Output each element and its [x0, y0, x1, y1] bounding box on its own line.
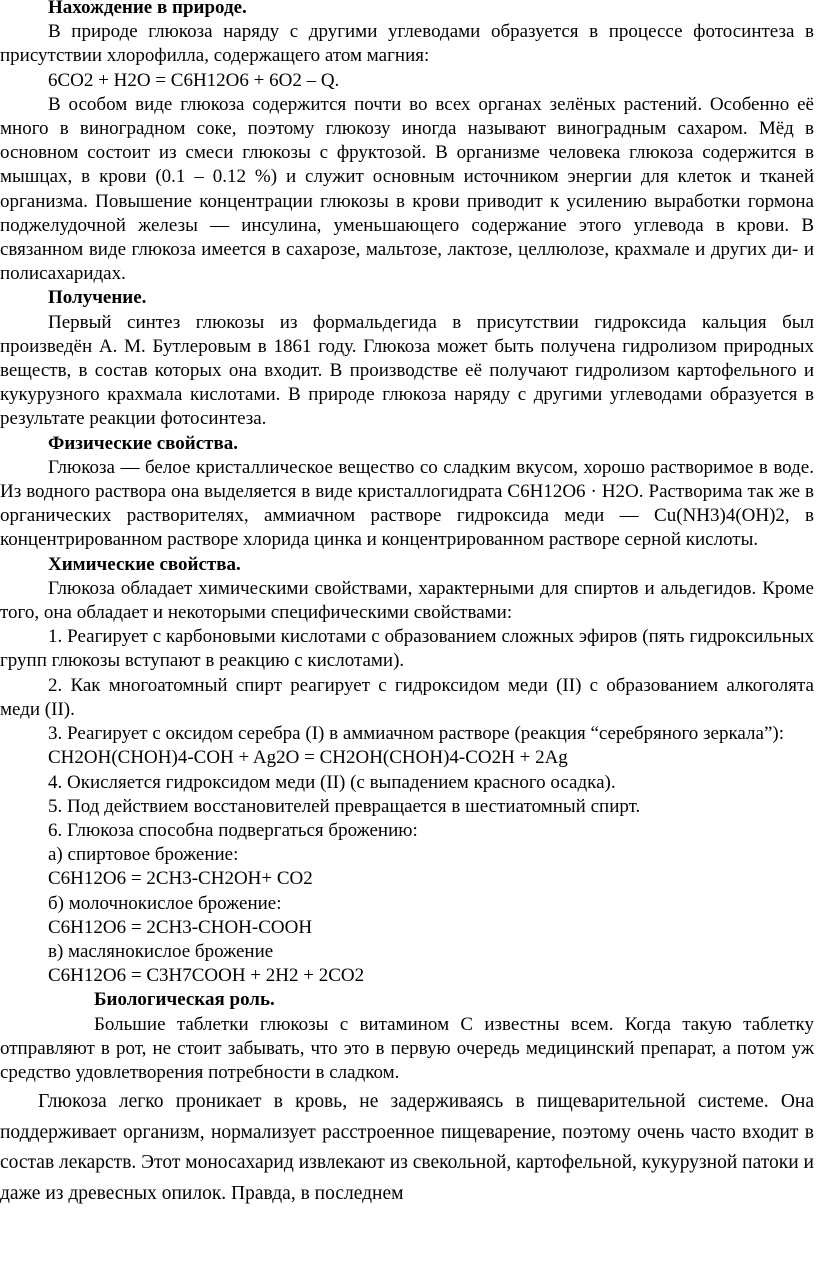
fermentation-type-butyric: в) маслянокислое брожение	[48, 940, 274, 962]
list-item-chemical-4: 4. Окисляется гидроксидом меди (II) (с выпадением красного осадка).	[48, 771, 616, 793]
list-item-chemical-1: 1. Реагирует с карбоновыми кислотами с образованием сложных эфиров (пять гидроксильных групп глюкозы вступают в реакцию с кислотами).	[0, 626, 814, 672]
heading-production: Получение.	[48, 287, 147, 309]
heading-physical: Физические свойства.	[48, 432, 239, 454]
paragraph-nature-occurrence: В особом виде глюкоза содержится почти во всех органах зелёных растений. Особенно её много в виноградном соке, поэтому глюкозу иногда называют виноградным сахаром. Мёд в основном состоит из смеси глюкозы с фруктозой. В организме человека глюкоза содержится в мышцах, в крови (0.1 – 0.12 %) и служит основным источником энергии для клеток и тканей организма. Повышение концентрации глюкозы в крови приводит к усилению выработки гормона поджелудочной железы — инсулина, уменьшающего содержание этого углевода в крови. В связанном виде глюкоза имеется в сахарозе, мальтозе, лактозе, целлюлозе, крахмале и других ди- и полисахаридах.	[0, 93, 814, 285]
heading-nature: Нахождение в природе.	[48, 0, 247, 18]
fermentation-type-alcoholic: а) спиртовое брожение:	[48, 844, 239, 866]
list-item-chemical-5: 5. Под действием восстановителей превращается в шестиатомный спирт.	[48, 795, 641, 817]
paragraph-biological-blood: Глюкоза легко проникает в кровь, не задерживаясь в пищеварительной системе. Она поддерживает организм, нормализует расстроенное пищеварение, поэтому очень часто входит в состав лекарств. Этот моносахарид извлекают из свекольной, картофельной, кукурузной патоки и даже из древесных опилок. Правда, в последнем	[0, 1091, 814, 1204]
heading-chemical: Химические свойства.	[48, 553, 241, 575]
paragraph-chemical-intro: Глюкоза обладает химическими свойствами, характерными для спиртов и альдегидов. Кроме того, она обладает и некоторыми специфическими свойствами:	[0, 577, 814, 624]
paragraph-production: Первый синтез глюкозы из формальдегида в присутствии гидроксида кальция был произведён А. М. Бутлеровым в 1861 году. Глюкоза может быть получена гидролизом природных веществ, в состав которых она входит. В производстве её получают гидролизом картофельного и кукурузного крахмала кислотами. В природе глюкоза наряду с другими углеводами образуется в результате реакции фотосинтеза.	[0, 311, 814, 430]
paragraph-biological-tablets: Большие таблетки глюкозы с витамином С известны всем. Когда такую таблетку отправляют в рот, не стоит забывать, что это в первую очередь медицинский препарат, а потом уж средство удовлетворения потребности в сладком.	[0, 1013, 814, 1083]
heading-biological: Биологическая роль.	[94, 989, 275, 1011]
formula-butyric-fermentation: C6H12O6 = C3H7COOH + 2H2 + 2CO2	[48, 965, 365, 987]
paragraph-physical: Глюкоза — белое кристаллическое вещество со сладким вкусом, хорошо растворимое в воде. Из водного раствора она выделяется в виде кристаллогидрата C6H12O6 · H2O. Растворима так же в органических растворителях, аммиачном растворе гидроксида меди — Cu(NH3)4(OH)2, в концентрированном растворе хлорида цинка и концентрированном растворе серной кислоты.	[0, 456, 814, 551]
formula-lactic-fermentation: C6H12O6 = 2CH3-CHOH-COOH	[48, 916, 313, 938]
formula-silver-mirror: CH2OH(CHOH)4-COH + Ag2O = CH2OH(CHOH)4-CO2H + 2Ag	[48, 747, 568, 769]
fermentation-type-lactic: б) молочнокислое брожение:	[48, 892, 282, 914]
list-item-chemical-3: 3. Реагирует с оксидом серебра (I) в аммиачном растворе (реакция “серебряного зеркала”):	[48, 723, 784, 745]
paragraph-nature-intro: В природе глюкоза наряду с другими углеводами образуется в процессе фотосинтеза в присутствии хлорофилла, содержащего атом магния:	[0, 21, 814, 67]
list-item-chemical-6: 6. Глюкоза способна подвергаться брожению:	[48, 819, 418, 841]
list-item-chemical-2: 2. Как многоатомный спирт реагирует с гидроксидом меди (II) с образованием алкоголята меди (II).	[0, 674, 814, 720]
formula-photosynthesis: 6CO2 + H2O = C6H12O6 + 6O2 – Q.	[48, 69, 340, 91]
formula-alcoholic-fermentation: C6H12O6 = 2CH3-CH2OH+ CO2	[48, 868, 313, 890]
